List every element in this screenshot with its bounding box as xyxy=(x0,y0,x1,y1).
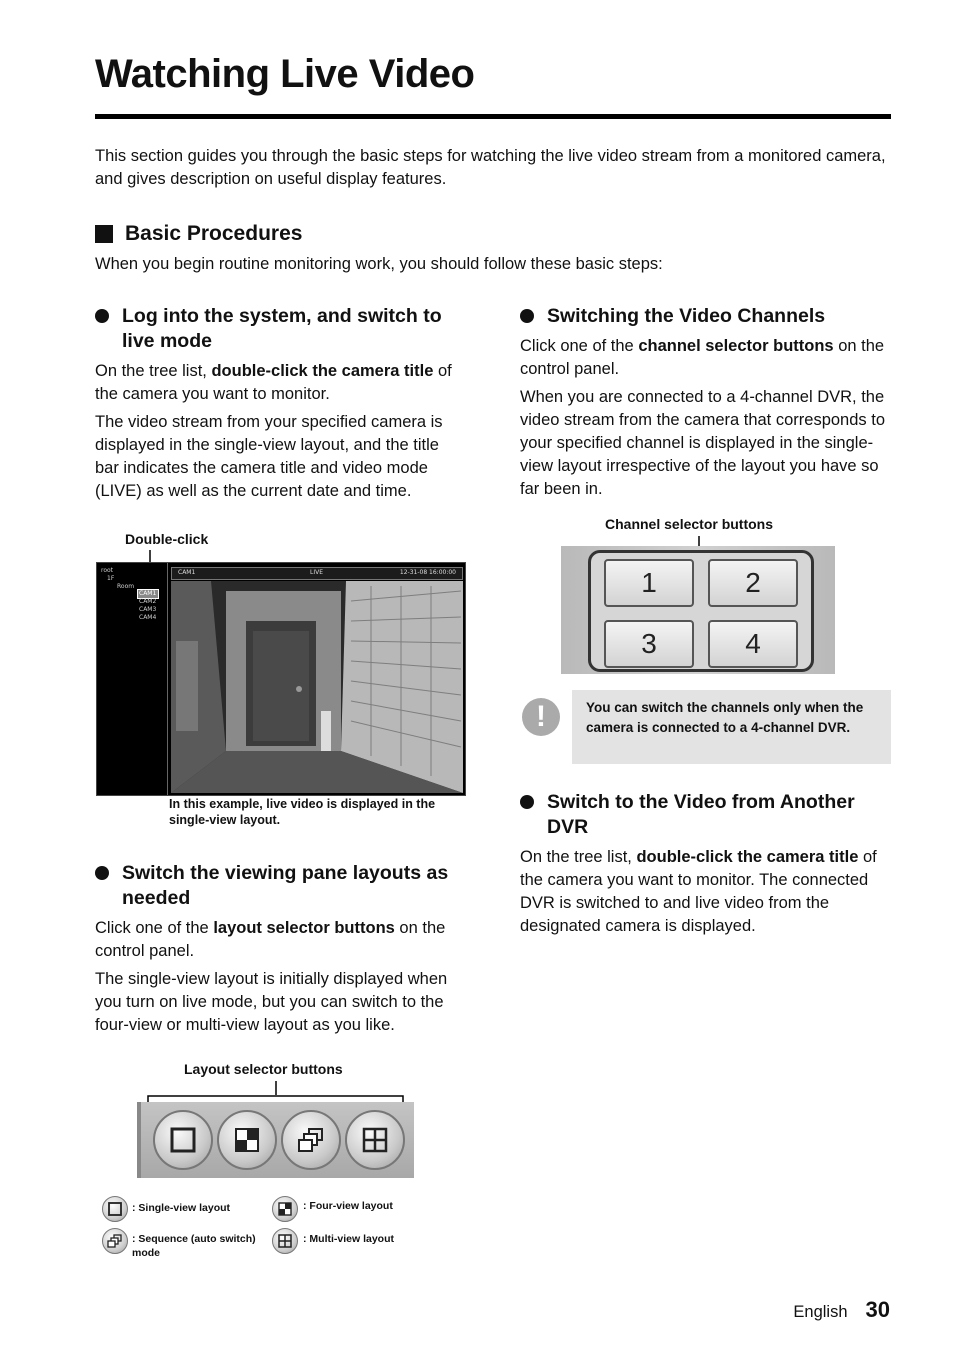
video-title-bar xyxy=(171,567,463,580)
login-p1-post: of the camera you want to monitor. xyxy=(95,362,452,403)
four-view-button[interactable] xyxy=(217,1110,277,1170)
channels-para-1 xyxy=(520,335,892,381)
login-p1-pre: On the tree list, xyxy=(95,362,212,380)
channels-p1-bold: channel selector buttons xyxy=(638,337,834,355)
section-lead: When you begin routine monitoring work, you should follow these basic steps: xyxy=(95,255,663,273)
page-title: Watching Live Video xyxy=(95,52,475,96)
multi-view-icon xyxy=(361,1126,389,1154)
note-text: You can switch the channels only when the camera is connected to a 4-channel DVR. xyxy=(586,700,864,735)
bullet-icon xyxy=(520,795,534,809)
bar-time: 12-31-08 16:00:00 xyxy=(399,569,456,576)
another-dvr-block xyxy=(520,790,892,938)
exclamation-icon: ! xyxy=(522,698,560,736)
title-rule xyxy=(95,114,891,119)
tree-root[interactable]: root xyxy=(101,567,114,574)
camera-tree xyxy=(97,563,168,795)
legend-single-text: : Single-view layout xyxy=(132,1202,231,1214)
channel-selector-label: Channel selector buttons xyxy=(605,516,774,532)
bar-mode: LIVE xyxy=(310,569,324,576)
legend-four-icon xyxy=(272,1196,298,1222)
sequence-button[interactable] xyxy=(281,1110,341,1170)
live-view-screenshot xyxy=(96,562,466,796)
tree-room[interactable]: Room xyxy=(117,583,135,590)
layouts-para-1 xyxy=(95,917,465,963)
login-heading-text: Log into the system, and switch to live mode xyxy=(122,305,442,352)
note-box xyxy=(572,690,891,764)
four-view-icon xyxy=(233,1126,261,1154)
layout-selector-label: Layout selector buttons xyxy=(184,1061,343,1077)
legend-sequence-text: : Sequence (auto switch) mode xyxy=(132,1233,256,1259)
channel-note xyxy=(520,690,892,764)
legend-sequence-icon xyxy=(102,1228,128,1254)
intro-paragraph: This section guides you through the basic steps for watching the live video stream from a monitored camera, and gives description on useful display features. xyxy=(95,147,886,188)
square-bullet-icon xyxy=(95,225,113,243)
another-dvr-post: of the camera you want to monitor. The connected DVR is switched to and live video from the designated camera is displayed. xyxy=(520,848,877,935)
section-heading-text: Basic Procedures xyxy=(125,222,303,245)
legend-multi-text: : Multi-view layout xyxy=(303,1233,395,1245)
section-heading xyxy=(95,222,302,246)
another-dvr-heading-text: Switch to the Video from Another DVR xyxy=(547,791,855,838)
tree-cam3[interactable]: CAM3 xyxy=(139,606,157,613)
layouts-p1-pre: Click one of the xyxy=(95,919,214,937)
tree-cam2[interactable]: CAM2 xyxy=(139,598,157,605)
channel-button-frame xyxy=(588,550,814,672)
single-view-button[interactable] xyxy=(153,1110,213,1170)
tree-cam4[interactable]: CAM4 xyxy=(139,614,157,621)
another-dvr-bold: double-click the camera title xyxy=(636,848,859,866)
bullet-icon xyxy=(520,309,534,323)
page-number: 30 xyxy=(865,1297,890,1322)
layouts-p1-bold: layout selector buttons xyxy=(213,919,395,937)
single-view-icon xyxy=(169,1126,197,1154)
bullet-icon xyxy=(95,866,109,880)
channels-para-2: When you are connected to a 4-channel DVR, the video stream from the camera that corresponds to your specified channel is displayed in the single-view layout irrespective of the layout you have so far been in. xyxy=(520,388,885,498)
page-footer xyxy=(793,1297,890,1323)
layout-selector-panel xyxy=(137,1102,414,1178)
login-para-1 xyxy=(95,360,465,406)
tree-floor[interactable]: 1F xyxy=(107,575,115,582)
channel-1-button[interactable]: 1 xyxy=(604,559,694,607)
layouts-heading-text: Switch the viewing pane layouts as needed xyxy=(122,862,449,909)
channels-p1-post: on the control panel. xyxy=(520,337,885,378)
channel-3-button[interactable]: 3 xyxy=(604,620,694,668)
footer-language: English xyxy=(793,1303,848,1321)
another-dvr-pre: On the tree list, xyxy=(520,848,637,866)
another-dvr-para xyxy=(520,846,892,938)
sequence-icon xyxy=(297,1126,325,1154)
login-p1-bold: double-click the camera title xyxy=(211,362,434,380)
corridor-image xyxy=(171,581,463,793)
tree-cam1[interactable]: CAM1 xyxy=(139,590,157,597)
login-heading xyxy=(95,304,465,354)
login-block xyxy=(95,304,465,503)
layouts-block xyxy=(95,861,465,1037)
channel-4-button[interactable]: 4 xyxy=(708,620,798,668)
channels-block xyxy=(520,304,892,501)
screenshot-caption: In this example, live video is displayed in the single-view layout. xyxy=(169,797,436,827)
video-pane xyxy=(171,581,463,793)
channel-selector-panel xyxy=(561,546,835,674)
layouts-heading xyxy=(95,861,465,911)
legend-single-icon xyxy=(102,1196,128,1222)
layouts-p1-post: on the control panel. xyxy=(95,919,446,960)
channels-p1-pre: Click one of the xyxy=(520,337,639,355)
multi-view-button[interactable] xyxy=(345,1110,405,1170)
double-click-label: Double-click xyxy=(125,531,209,547)
layouts-para-2: The single-view layout is initially displayed when you turn on live mode, but you can switch to the four-view or multi-view layout as you like. xyxy=(95,970,448,1034)
channels-heading-text: Switching the Video Channels xyxy=(547,305,826,327)
channels-heading xyxy=(520,304,892,329)
legend-multi-icon xyxy=(272,1228,298,1254)
bar-camera: CAM1 xyxy=(178,569,196,576)
login-para-2: The video stream from your specified camera is displayed in the single-view layout, and the title bar indicates the camera title and video mode (LIVE) as well as the current date and time. xyxy=(95,413,443,500)
bullet-icon xyxy=(95,309,109,323)
legend-four-text: : Four-view layout xyxy=(303,1200,393,1212)
channel-2-button[interactable]: 2 xyxy=(708,559,798,607)
another-dvr-heading xyxy=(520,790,892,840)
